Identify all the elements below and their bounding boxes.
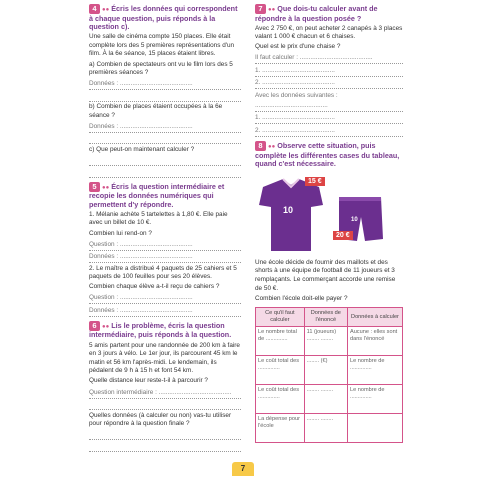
table-cell[interactable] xyxy=(347,414,402,443)
jersey-icon xyxy=(255,173,403,255)
exercise-6 xyxy=(89,321,241,452)
exercise-text: 5 amis partent pour une randonnée de 200 km à faire en 3 jours à vélo. Le 1er jour, ils parcourent 45 km le matin et 56 km l'après-midi. Le lendemain, ils pédalent de 9 h à 15 h et font 54 km. xyxy=(89,341,240,375)
question-c: c) Que peut-on maintenant calculer ? xyxy=(89,145,195,153)
shorts-number: 10 xyxy=(351,216,358,223)
answer-line[interactable]: 1. ......................................... xyxy=(255,66,403,77)
table-cell[interactable]: ........ (€) xyxy=(304,356,347,385)
problem-1-question: Combien lui rend-on ? xyxy=(89,229,152,237)
table-cell[interactable]: 11 (joueurs) ........ ........ xyxy=(304,327,347,356)
answer-table xyxy=(255,307,403,443)
answer-line[interactable]: Question intermédiaire : ......................................... xyxy=(89,388,241,399)
jersey-shorts-illustration xyxy=(255,173,403,255)
answer-line[interactable] xyxy=(89,168,241,178)
question: Quel est le prix d'une chaise ? xyxy=(255,43,341,51)
table-row xyxy=(256,356,403,385)
table-cell[interactable]: Le nombre de .............. xyxy=(347,385,402,414)
right-column xyxy=(255,4,403,447)
problem-2-question: Combien chaque élève a-t-il reçu de cahiers ? xyxy=(89,283,220,291)
answer-line[interactable] xyxy=(89,92,241,102)
answer-line[interactable]: Question : ......................................... xyxy=(89,293,241,304)
question-a: a) Combien de spectateurs ont vu le film lors des 5 premières séances ? xyxy=(89,60,233,77)
table-row xyxy=(256,385,403,414)
table-cell[interactable]: La dépense pour l'école xyxy=(256,414,305,443)
answer-line[interactable] xyxy=(89,156,241,166)
difficulty-dots-icon: ●● xyxy=(102,184,110,191)
shorts-price-tag: 20 € xyxy=(333,231,353,240)
answer-line[interactable]: Avec les données suivantes : ......................................... xyxy=(255,91,403,112)
difficulty-dots-icon: ●● xyxy=(268,7,276,13)
difficulty-dots-icon: ●● xyxy=(102,7,110,13)
exercise-6-header xyxy=(89,321,241,340)
answer-line[interactable]: Données : ......................................... xyxy=(89,122,241,133)
answer-line[interactable] xyxy=(89,134,241,144)
question: Quelle distance leur reste-t-il à parcourir ? xyxy=(89,377,208,385)
answer-line[interactable]: Question : ......................................... xyxy=(89,240,241,251)
table-cell[interactable]: Le coût total des .............. xyxy=(256,356,305,385)
table-row xyxy=(256,414,403,443)
exercise-text: Avec 2 750 €, on peut acheter 2 canapés à 3 places valant 1 000 € chacun et 6 chaises. xyxy=(255,24,403,41)
answer-line[interactable]: 2. ......................................... xyxy=(255,78,403,89)
table-cell[interactable]: Aucune : elles sont dans l'énoncé xyxy=(347,327,402,356)
answer-line[interactable] xyxy=(89,400,241,410)
question: Combien l'école doit-elle payer ? xyxy=(255,294,348,302)
exercise-instruction: Que dois-tu calculer avant de répondre à la question posée ? xyxy=(255,4,378,23)
table-header: Données à calculer xyxy=(347,308,402,327)
page-number: 7 xyxy=(232,462,254,476)
table-header: Ce qu'il faut calculer xyxy=(256,308,305,327)
exercise-5 xyxy=(89,182,241,317)
exercise-number: 6 xyxy=(89,321,100,331)
exercise-instruction: Écris la question intermédiaire et recopie les données numériques qui permettent d'y répondre. xyxy=(89,181,225,209)
table-cell[interactable]: ........ ........ xyxy=(304,385,347,414)
exercise-8-header xyxy=(255,141,403,169)
exercise-number: 8 xyxy=(255,141,266,151)
difficulty-dots-icon: ●● xyxy=(268,143,276,150)
exercise-7-header xyxy=(255,4,403,23)
exercise-4-header xyxy=(89,4,241,32)
table-header: Données de l'énoncé xyxy=(304,308,347,327)
exercise-instruction: Observe cette situation, puis complète les différentes cases du tableau, quand c'est nécessaire. xyxy=(255,140,400,169)
table-row xyxy=(256,327,403,356)
answer-line[interactable] xyxy=(89,442,241,452)
table-cell[interactable]: Le nombre de .............. xyxy=(347,356,402,385)
exercise-instruction: Lis le problème, écris la question intermédiaire, puis réponds à la question. xyxy=(89,320,232,340)
answer-line[interactable]: 2. ......................................... xyxy=(255,126,403,137)
question: Quelles données (à calculer ou non) vas-tu utiliser pour répondre à la question finale ? xyxy=(89,411,232,428)
exercise-4 xyxy=(89,4,241,178)
table-cell[interactable]: Le nombre total de .............. xyxy=(256,327,305,356)
answer-line[interactable]: Données : ......................................... xyxy=(89,252,241,263)
difficulty-dots-icon: ●● xyxy=(102,323,110,330)
answer-line[interactable]: Données : ......................................... xyxy=(89,79,241,90)
answer-line[interactable]: Il faut calculer : ......................................... xyxy=(255,53,403,64)
answer-line[interactable]: 1. ......................................... xyxy=(255,113,403,124)
exercise-7 xyxy=(255,4,403,137)
table-cell[interactable]: ........ ........ xyxy=(304,414,347,443)
exercise-instruction: Écris les données qui correspondent à chaque question, puis réponds à la question c). xyxy=(89,4,238,32)
exercise-text: Une salle de cinéma compte 150 places. Elle était complète lors des 5 premières représentations d'un film. À la 6e séance, 15 places étaient libres. xyxy=(89,33,235,58)
problem-1: 1. Mélanie achète 5 tartelettes à 1,80 €. Elle paie avec un billet de 10 €. xyxy=(89,210,228,227)
answer-line[interactable] xyxy=(89,430,241,440)
exercise-5-header xyxy=(89,182,241,210)
exercise-number: 5 xyxy=(89,182,100,192)
question-b: b) Combien de places étaient occupées à la 6e séance ? xyxy=(89,103,223,119)
exercise-number: 4 xyxy=(89,4,100,14)
problem-2: 2. Le maître a distribué 4 paquets de 25 cahiers et 5 paquets de 100 feuilles pour ses 20 élèves. xyxy=(89,264,237,281)
jersey-number: 10 xyxy=(283,204,294,215)
table-cell[interactable]: Le coût total des .............. xyxy=(256,385,305,414)
answer-line[interactable]: Données : ......................................... xyxy=(89,306,241,317)
left-column xyxy=(89,4,241,456)
exercise-number: 7 xyxy=(255,4,266,14)
exercise-text: Une école décide de fournir des maillots et des shorts à une équipe de football de 11 joueurs et 3 remplaçants. Le commerçant accorde une remise de 50 €. xyxy=(255,258,396,292)
exercise-8 xyxy=(255,141,403,443)
jersey-price-tag: 15 € xyxy=(305,177,325,186)
